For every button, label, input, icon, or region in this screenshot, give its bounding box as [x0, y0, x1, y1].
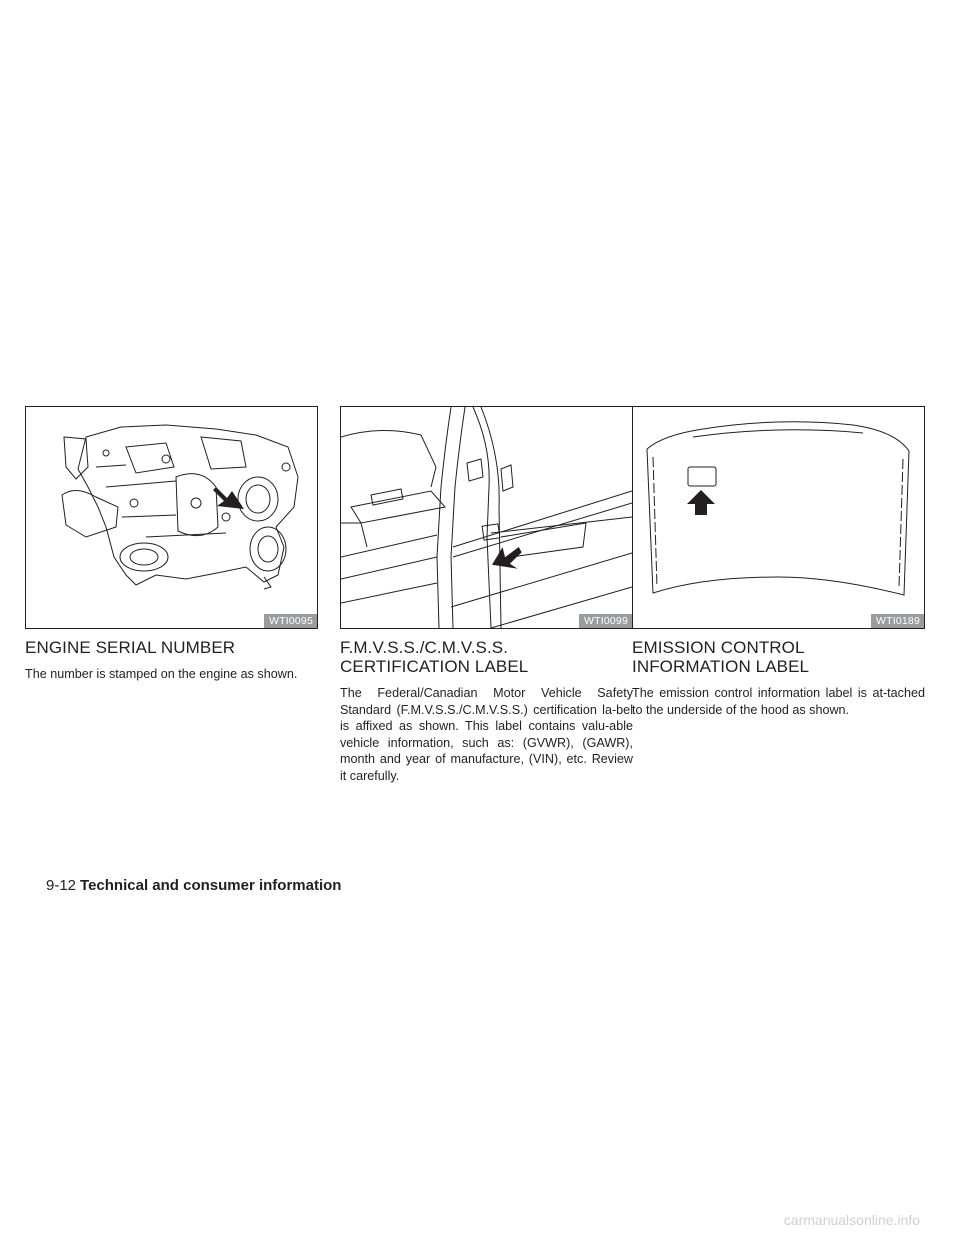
door-jamb-drawing: [341, 407, 632, 628]
engine-illustration: [25, 406, 318, 629]
section-emission-control-label: [632, 406, 925, 718]
section-body: The Federal/Canadian Motor Vehicle Safety Standard (F.M.V.S.S./C.M.V.S.S.) certification la-bel is affixed as shown. This label contains valu-able vehicle information, such as: (GVWR), (GAWR), month and year of manufacture, (VIN), etc. Review it carefully.: [340, 686, 633, 783]
footer-section-title: Technical and consumer information: [80, 877, 342, 894]
section-body: The emission control information label is at-tached to the underside of the hood as shown.: [632, 686, 925, 717]
figure-code: WTI0095: [264, 614, 317, 628]
section-certification-label: [340, 406, 633, 784]
engine-drawing: [26, 407, 317, 628]
figure-code: WTI0189: [871, 614, 924, 628]
section-heading: ENGINE SERIAL NUMBER: [25, 638, 236, 657]
section-heading: EMISSION CONTROL INFORMATION LABEL: [632, 638, 810, 676]
page-footer: [46, 877, 341, 894]
figure-code: WTI0099: [579, 614, 632, 628]
door-jamb-illustration: [340, 406, 633, 629]
section-engine-serial-number: [25, 406, 318, 683]
section-body: The number is stamped on the engine as shown.: [25, 667, 298, 681]
section-heading: F.M.V.S.S./C.M.V.S.S. CERTIFICATION LABEL: [340, 638, 529, 676]
watermark: carmanualsonline.info: [783, 1212, 920, 1228]
hood-drawing: [633, 407, 924, 628]
hood-illustration: [632, 406, 925, 629]
page-number: 9-12: [46, 877, 77, 894]
